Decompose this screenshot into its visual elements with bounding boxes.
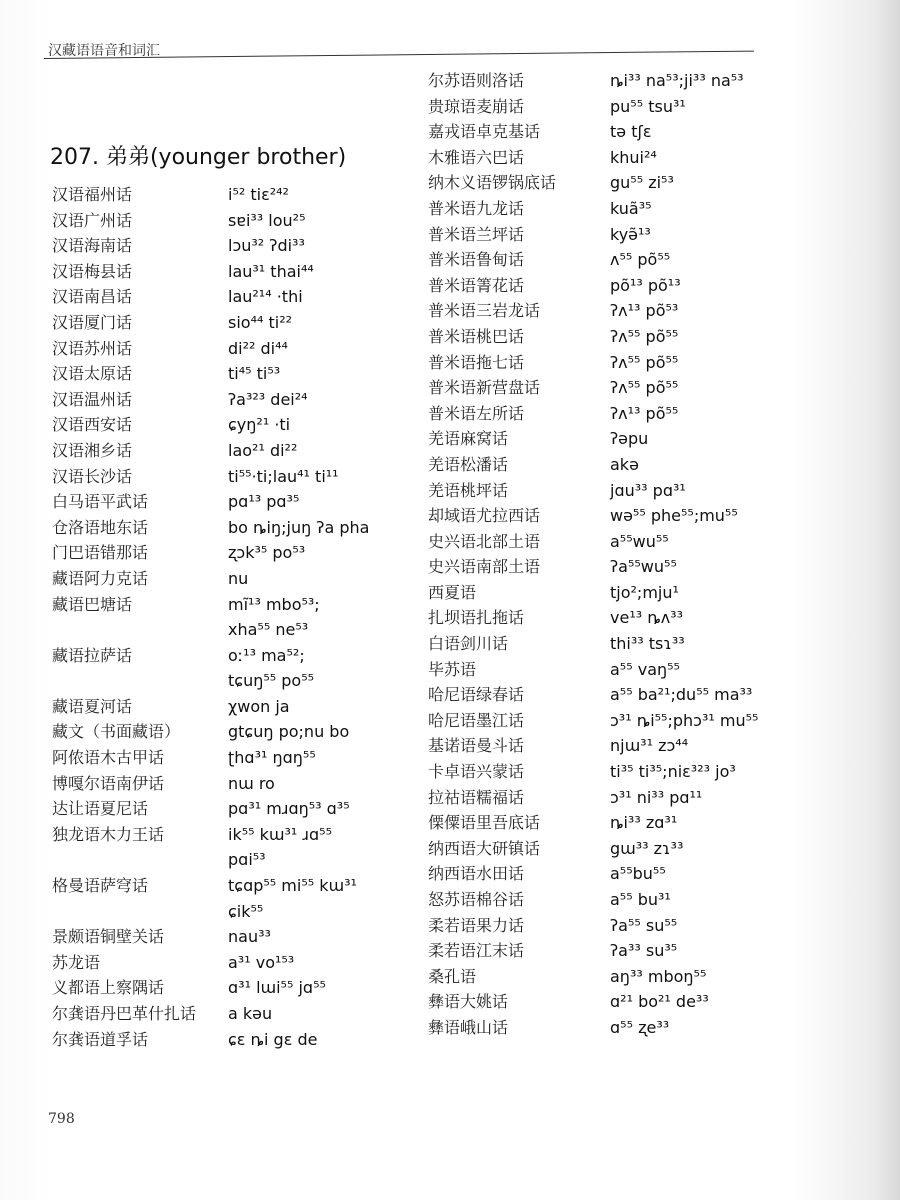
entry-row <box>52 464 412 490</box>
language-name: 白语剑川话 <box>428 634 509 654</box>
language-name: 博嘎尔语南伊话 <box>52 773 165 793</box>
word-form <box>610 119 652 145</box>
language-name: 景颇语铜壁关话 <box>52 927 165 947</box>
word-form-line: ɕɛ ȵi gɛ de <box>228 1029 318 1049</box>
word-form-line: xha⁵⁵ ne⁵³ <box>228 620 309 640</box>
language-name: 羌语桃坪话 <box>428 480 509 500</box>
word-form <box>610 938 677 964</box>
word-form-line: pu⁵⁵ tsu³¹ <box>610 96 686 116</box>
word-form <box>610 529 669 555</box>
language-name: 纳木义语锣锅底话 <box>428 173 557 193</box>
word-form <box>228 361 280 387</box>
word-form <box>228 259 314 285</box>
entry-row <box>428 989 808 1015</box>
word-form <box>610 785 702 811</box>
word-form <box>228 182 289 208</box>
left-column <box>52 140 412 1052</box>
word-form <box>228 464 339 490</box>
word-form-line: ɕik⁵⁵ <box>228 901 264 921</box>
language-name: 拉祜语糯福话 <box>428 787 525 807</box>
entry-row <box>52 745 412 771</box>
language-name: 毕苏语 <box>428 659 477 679</box>
word-form-line: tɕuŋ⁵⁵ po⁵⁵ <box>228 671 315 691</box>
word-form-line: ʔʌ⁵⁵ põ⁵⁵ <box>610 326 679 346</box>
language-name: 卡卓语兴蒙话 <box>428 762 525 782</box>
language-name: 白马语平武话 <box>52 492 149 512</box>
entry-row <box>52 438 412 464</box>
word-form <box>610 836 683 862</box>
right-column <box>428 68 808 1041</box>
word-form <box>228 950 294 976</box>
entry-row <box>428 759 808 785</box>
language-name: 彝语峨山话 <box>428 1017 509 1037</box>
word-form <box>228 643 314 694</box>
word-form-line: ȵi³³ zɑ³¹ <box>610 813 678 833</box>
word-form-line: a⁵⁵bu⁵⁵ <box>610 864 666 884</box>
word-form-line: lɔu³² ʔdi³³ <box>228 236 305 256</box>
entry-row <box>428 324 808 350</box>
word-form <box>228 796 350 822</box>
entry-row <box>428 913 808 939</box>
word-form-line: põ¹³ põ¹³ <box>610 275 681 295</box>
running-header: 汉藏语语音和词汇 <box>48 43 160 59</box>
word-form-line: ti⁴⁵ ti⁵³ <box>228 364 281 384</box>
word-form-line: ɑ⁵⁵ ʐe³³ <box>610 1017 670 1037</box>
word-form <box>610 580 679 606</box>
word-form-line: ɑ²¹ bo²¹ de³³ <box>610 992 709 1012</box>
entry-row <box>428 478 808 504</box>
word-form <box>228 694 290 720</box>
word-form-line: tjo²;mju¹ <box>610 582 679 602</box>
word-form <box>610 401 678 427</box>
entry-row <box>428 631 808 657</box>
language-name: 汉语海南话 <box>52 236 133 256</box>
word-form-line: lau³¹ thai⁴⁴ <box>228 261 314 281</box>
word-form-line: nɯ ro <box>228 773 275 793</box>
language-name: 汉语厦门话 <box>52 312 133 332</box>
entry-row <box>52 540 412 566</box>
language-name: 普米语兰坪话 <box>428 224 525 244</box>
word-form-line: ti⁵⁵·ti;lau⁴¹ ti¹¹ <box>228 466 339 486</box>
word-form <box>228 566 248 592</box>
entry-row <box>52 592 412 643</box>
entry-row <box>428 452 808 478</box>
language-name: 汉语福州话 <box>52 185 133 204</box>
word-form-line: di²² di⁴⁴ <box>228 338 288 358</box>
entry-row <box>52 489 412 515</box>
word-form <box>228 745 316 771</box>
word-form-line: wə⁵⁵ phe⁵⁵;mu⁵⁵ <box>610 506 738 526</box>
language-name: 普米语新营盘话 <box>428 378 541 398</box>
language-name: 桑孔语 <box>428 966 477 986</box>
entry-row <box>52 873 412 924</box>
entry-row <box>52 566 412 592</box>
language-name: 汉语广州话 <box>52 210 133 230</box>
word-form-line: nu <box>228 568 249 588</box>
entry-row <box>428 68 808 94</box>
entry-row <box>52 694 412 720</box>
language-name: 汉语太原话 <box>52 364 133 384</box>
entry-row <box>428 810 808 836</box>
word-form <box>610 759 736 785</box>
entry-row <box>428 861 808 887</box>
language-name: 汉语湘乡话 <box>52 440 133 460</box>
entry-row <box>428 350 808 376</box>
language-name: 扎坝语扎拖话 <box>428 608 525 628</box>
entry-row <box>428 938 808 964</box>
language-name: 尔龚语道孚话 <box>52 1029 149 1049</box>
language-name: 史兴语北部土语 <box>428 531 541 551</box>
entry-row <box>428 503 808 529</box>
word-form <box>228 592 320 643</box>
entry-row <box>428 375 808 401</box>
word-form-line: sɐi³³ lou²⁵ <box>228 210 306 230</box>
entry-row <box>428 605 808 631</box>
word-form-line: lau²¹⁴ ·thi <box>228 287 303 307</box>
word-form-line: ʔʌ¹³ põ⁵⁵ <box>610 403 679 423</box>
word-form-line: a³¹ vo¹⁵³ <box>228 952 295 972</box>
language-name: 木雅语六巴话 <box>428 147 525 167</box>
entry-row <box>428 580 808 606</box>
entry-row <box>428 401 808 427</box>
word-form <box>610 682 752 708</box>
word-form <box>228 822 332 873</box>
word-form <box>610 375 678 401</box>
entry-row <box>428 708 808 734</box>
entry-row <box>428 733 808 759</box>
word-form <box>228 540 305 566</box>
word-form <box>228 771 275 797</box>
language-name: 怒苏语棉谷话 <box>428 890 525 909</box>
word-form <box>228 284 303 310</box>
word-form <box>610 222 651 248</box>
word-form <box>610 554 677 580</box>
word-form <box>228 233 305 259</box>
word-form-line: thi³³ tsɿ³³ <box>610 634 685 654</box>
entry-row <box>52 643 412 694</box>
entry-row <box>52 950 412 976</box>
language-name: 羌语松潘话 <box>428 454 509 474</box>
language-name: 阿侬语木古甲话 <box>52 748 165 768</box>
word-form-line: ik⁵⁵ kɯ³¹ ɹɑ⁵⁵ <box>228 824 332 844</box>
word-form <box>228 1027 317 1053</box>
language-name: 独龙语木力王话 <box>52 824 165 844</box>
language-name: 彝语大姚话 <box>428 992 509 1012</box>
word-form <box>610 733 688 759</box>
language-name: 纳西语水田话 <box>428 864 525 884</box>
word-form <box>610 708 758 734</box>
entry-row <box>428 247 808 273</box>
entry-title: 207. 弟弟(younger brother) <box>50 145 347 170</box>
language-name: 哈尼语绿春话 <box>428 685 525 705</box>
language-name: 藏语拉萨话 <box>52 645 133 665</box>
word-form-line: ʐɔk³⁵ po⁵³ <box>228 543 306 563</box>
entry-row <box>52 1027 412 1053</box>
word-form <box>610 887 671 913</box>
entry-row <box>52 284 412 310</box>
word-form-line: ʔa⁵⁵ su⁵⁵ <box>610 915 678 935</box>
language-name: 藏文（书面藏语） <box>52 722 181 742</box>
word-form-line: mĩ¹³ mbo⁵³; <box>228 594 320 614</box>
word-form-line: ʔa⁵⁵wu⁵⁵ <box>610 557 677 577</box>
entry-row <box>52 719 412 745</box>
entry-row <box>428 529 808 555</box>
language-name: 苏龙语 <box>52 952 101 972</box>
entry-row <box>52 361 412 387</box>
language-name: 嘉戎语卓克基话 <box>428 122 541 142</box>
language-name: 汉语长沙话 <box>52 466 133 486</box>
word-form-line: khui²⁴ <box>610 147 657 167</box>
language-name: 普米语拖七话 <box>428 352 525 372</box>
language-name: 柔若语江末话 <box>428 941 525 961</box>
entry-row <box>428 964 808 990</box>
word-form-line: i⁵² tiɛ²⁴² <box>228 185 289 204</box>
word-form-line: bo ȵiŋ;juŋ ʔa pha <box>228 517 370 537</box>
left-entries-list <box>52 182 412 1052</box>
language-name: 普米语三岩龙话 <box>428 301 541 321</box>
entry-row <box>52 387 412 413</box>
word-form <box>228 873 357 924</box>
entry-row <box>52 822 412 873</box>
language-name: 普米语箐花话 <box>428 275 525 295</box>
entry-row <box>52 310 412 336</box>
entry-row <box>428 196 808 222</box>
entry-row <box>52 259 412 285</box>
word-form-line: ʔəpu <box>610 429 649 449</box>
language-name: 门巴语错那话 <box>52 543 149 563</box>
word-form <box>610 196 652 222</box>
word-form-line: pɑi⁵³ <box>228 850 266 870</box>
word-form-line: pɑ¹³ pɑ³⁵ <box>228 492 300 512</box>
word-form-line: pɑ³¹ mɹɑŋ⁵³ ɑ³⁵ <box>228 799 350 819</box>
word-form <box>228 975 326 1001</box>
language-name: 柔若语果力话 <box>428 915 525 935</box>
language-name: 史兴语南部土语 <box>428 557 541 577</box>
word-form-line: ʔa³²³ dei²⁴ <box>228 389 308 409</box>
language-name: 藏语巴塘话 <box>52 594 133 614</box>
word-form <box>610 478 686 504</box>
word-form-line: gtɕuŋ po;nu bo <box>228 722 350 742</box>
language-name: 达让语夏尼话 <box>52 799 149 819</box>
word-form <box>228 310 292 336</box>
entry-row <box>428 785 808 811</box>
entry-row <box>428 94 808 120</box>
word-form-line: kuã³⁵ <box>610 198 652 218</box>
word-form <box>610 503 738 529</box>
word-form-line: ʌ⁵⁵ põ⁵⁵ <box>610 250 671 270</box>
word-form <box>610 298 678 324</box>
word-form-line: oː¹³ ma⁵²; <box>228 645 305 665</box>
entry-row <box>428 554 808 580</box>
word-form-line: ɕyŋ²¹ ·ti <box>228 415 291 435</box>
word-form <box>610 810 677 836</box>
entry-row <box>428 887 808 913</box>
entry-row <box>428 682 808 708</box>
word-form <box>610 452 639 478</box>
entry-row <box>52 412 412 438</box>
word-form-line: ȵi³³ na⁵³;ji³³ na⁵³ <box>610 71 744 90</box>
right-entries-list <box>428 68 808 1041</box>
entry-row <box>428 222 808 248</box>
word-form-line: ʔʌ¹³ põ⁵³ <box>610 301 679 321</box>
entry-row <box>428 426 808 452</box>
word-form-line: ʈhɑ³¹ ŋɑŋ⁵⁵ <box>228 748 316 768</box>
language-name: 普米语九龙话 <box>428 198 525 218</box>
word-form-line: gu⁵⁵ zi⁵³ <box>610 173 674 193</box>
word-form-line: a⁵⁵ bu³¹ <box>610 890 671 909</box>
entry-row <box>52 182 412 208</box>
word-form <box>610 350 678 376</box>
word-form <box>610 631 685 657</box>
word-form <box>610 1015 669 1041</box>
word-form <box>610 605 683 631</box>
word-form <box>228 719 349 745</box>
entry-row <box>52 771 412 797</box>
word-form-line: kyə̃¹³ <box>610 224 651 244</box>
word-form <box>610 913 677 939</box>
entry-row <box>52 515 412 541</box>
language-name: 汉语梅县话 <box>52 261 133 281</box>
language-name: 汉语温州话 <box>52 389 133 409</box>
word-form <box>228 208 306 234</box>
entry-row <box>52 796 412 822</box>
word-form-line: nau³³ <box>228 927 271 947</box>
word-form <box>610 247 670 273</box>
word-form-line: ʔʌ⁵⁵ põ⁵⁵ <box>610 352 679 372</box>
language-name: 普米语鲁甸话 <box>428 250 525 270</box>
word-form-line: lao²¹ di²² <box>228 440 298 460</box>
language-name: 汉语苏州话 <box>52 338 133 358</box>
word-form <box>610 324 678 350</box>
word-form <box>610 989 709 1015</box>
word-form-line: a⁵⁵wu⁵⁵ <box>610 531 669 551</box>
entry-row <box>428 170 808 196</box>
entry-row <box>428 836 808 862</box>
language-name: 羌语麻窝话 <box>428 429 509 449</box>
entry-row <box>52 233 412 259</box>
language-name: 尔龚语丹巴革什扎话 <box>52 1004 197 1023</box>
word-form <box>228 1001 272 1027</box>
page-number: 798 <box>48 1111 75 1127</box>
word-form <box>610 68 744 94</box>
word-form <box>610 273 681 299</box>
word-form-line: a⁵⁵ vaŋ⁵⁵ <box>610 659 680 679</box>
language-name: 纳西语大研镇话 <box>428 838 541 858</box>
word-form-line: ʔʌ⁵⁵ põ⁵⁵ <box>610 378 679 398</box>
word-form-line: ɔ³¹ ni³³ pɑ¹¹ <box>610 787 703 807</box>
word-form-line: a⁵⁵ ba²¹;du⁵⁵ ma³³ <box>610 685 753 705</box>
language-name: 普米语左所话 <box>428 403 525 423</box>
word-form <box>610 861 666 887</box>
entry-row <box>52 1001 412 1027</box>
language-name: 普米语桃巴话 <box>428 326 525 346</box>
word-form-line: gɯ³³ zɿ³³ <box>610 838 684 858</box>
entry-row <box>428 273 808 299</box>
language-name: 却域语尤拉西话 <box>428 506 541 526</box>
word-form <box>610 657 680 683</box>
entry-row <box>428 1015 808 1041</box>
language-name: 傈僳语里吾底话 <box>428 813 541 833</box>
entry-row <box>428 145 808 171</box>
word-form-line: tɕɑp⁵⁵ mi⁵⁵ kɯ³¹ <box>228 876 357 896</box>
word-form <box>610 170 674 196</box>
language-name: 格曼语萨穹话 <box>52 876 149 896</box>
entry-row <box>428 298 808 324</box>
entry-row <box>52 336 412 362</box>
word-form-line: jɑu³³ pɑ³¹ <box>610 480 686 500</box>
word-form <box>228 924 271 950</box>
entry-row <box>52 975 412 1001</box>
language-name: 基诺语曼斗话 <box>428 736 525 756</box>
word-form-line: sio⁴⁴ ti²² <box>228 312 293 332</box>
entry-row <box>428 657 808 683</box>
word-form <box>228 489 299 515</box>
word-form <box>610 964 706 990</box>
language-name: 仓洛语地东话 <box>52 517 149 537</box>
word-form-line: njɯ³¹ zɔ⁴⁴ <box>610 736 689 756</box>
word-form-line: ti³⁵ ti³⁵;niɛ³²³ jo³ <box>610 762 736 782</box>
word-form-line: χwon ja <box>228 696 290 716</box>
word-form-line: a kəu <box>228 1004 273 1023</box>
entry-row <box>52 924 412 950</box>
language-name: 哈尼语墨江话 <box>428 710 525 730</box>
word-form <box>610 145 657 171</box>
word-form-line: ɔ³¹ ȵi⁵⁵;phɔ³¹ mu⁵⁵ <box>610 710 759 730</box>
word-form <box>228 336 288 362</box>
word-form <box>610 94 686 120</box>
entry-row <box>52 208 412 234</box>
language-name: 西夏语 <box>428 582 477 602</box>
word-form <box>228 412 290 438</box>
language-name: 汉语西安话 <box>52 415 133 435</box>
word-form <box>228 515 369 541</box>
language-name: 尔苏语则洛话 <box>428 71 525 90</box>
language-name: 贵琼语麦崩话 <box>428 96 525 116</box>
language-name: 义都语上察隅话 <box>52 978 165 998</box>
entry-row <box>428 119 808 145</box>
word-form <box>228 438 297 464</box>
word-form-line: aŋ³³ mboŋ⁵⁵ <box>610 966 707 986</box>
language-name: 汉语南昌话 <box>52 287 133 307</box>
language-name: 藏语夏河话 <box>52 696 133 716</box>
word-form-line: ɑ³¹ lɯi⁵⁵ jɑ⁵⁵ <box>228 978 326 998</box>
word-form-line: akə <box>610 454 639 474</box>
word-form <box>610 426 648 452</box>
word-form <box>228 387 308 413</box>
word-form-line: ve¹³ ȵʌ³³ <box>610 608 684 628</box>
word-form-line: ʔa³³ su³⁵ <box>610 941 678 961</box>
word-form-line: tə tʃɛ <box>610 122 652 142</box>
language-name: 藏语阿力克话 <box>52 568 149 588</box>
